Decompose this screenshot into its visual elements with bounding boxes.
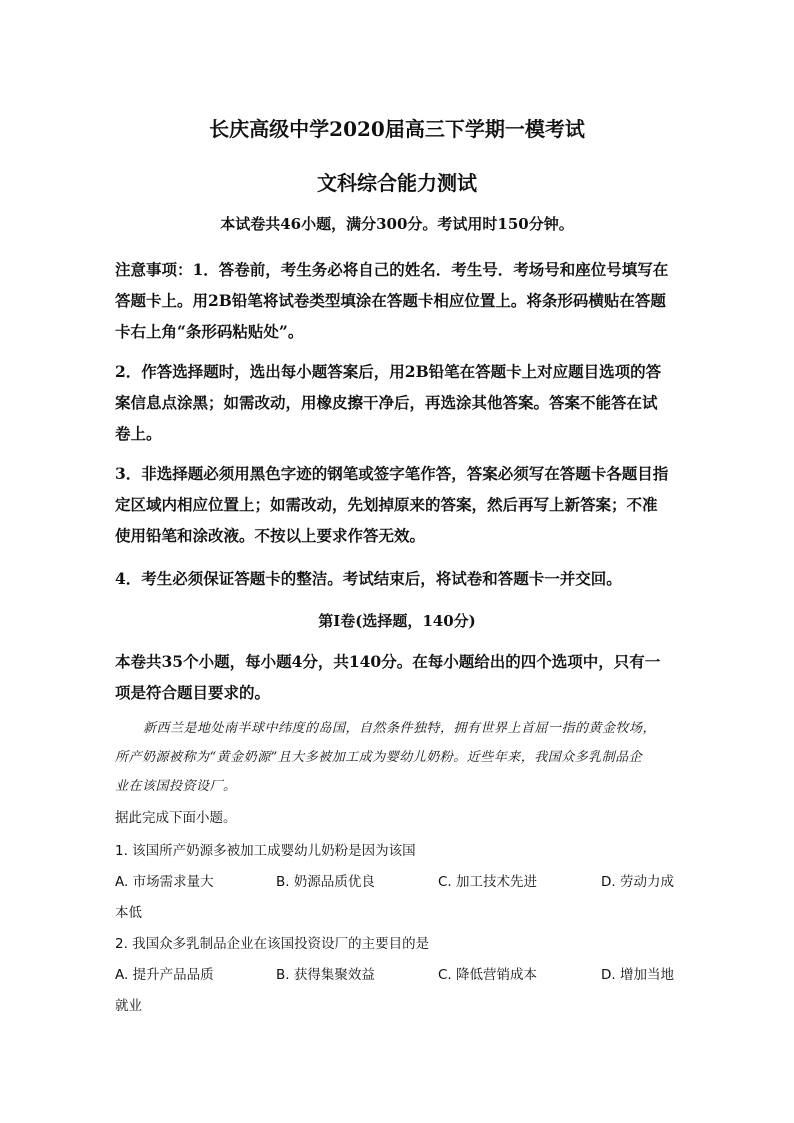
passage-instruction: 据此完成下面小题。 bbox=[115, 810, 237, 826]
option-c: C. 降低营销成本 bbox=[438, 967, 538, 983]
exam-title: 长庆高级中学2020届高三下学期一模考试 bbox=[209, 117, 585, 141]
exam-subtitle: 文科综合能力测试 bbox=[317, 171, 477, 195]
option-c: C. 加工技术先进 bbox=[438, 874, 538, 890]
notice-line: 使用铅笔和涂改液。不按以上要求作答无效。 bbox=[115, 526, 426, 545]
notice-line: 注意事项：1．答卷前，考生务必将自己的姓名．考生号．考场号和座位号填写在 bbox=[115, 260, 669, 279]
passage-line: 所产奶源被称为“黄金奶源”且大多被加工成为婴幼儿奶粉。近些年来，我国众多乳制品企 bbox=[115, 750, 643, 765]
passage-line: 业在该国投资设厂。 bbox=[115, 779, 237, 794]
intro-line: 本卷共35个小题，每小题4分，共140分。在每小题给出的四个选项中，只有一 bbox=[115, 652, 661, 671]
notice-line: 2．作答选择题时，选出每小题答案后，用2B铅笔在答题卡上对应题目选项的答 bbox=[115, 362, 662, 381]
option-d: D. 劳动力成 bbox=[601, 874, 674, 890]
exam-summary: 本试卷共46小题，满分300分。考试用时150分钟。 bbox=[220, 215, 574, 233]
option-wrap: 就业 bbox=[115, 998, 142, 1014]
section-heading: 第Ⅰ卷(选择题，140分) bbox=[318, 612, 476, 630]
option-d: D. 增加当地 bbox=[601, 967, 674, 983]
notice-line: 定区域内相应位置上；如需改动，先划掉原来的答案，然后再写上新答案；不准 bbox=[115, 495, 658, 514]
option-a: A. 提升产品品质 bbox=[115, 967, 214, 983]
notice-line: 答题卡上。用2B铅笔将试卷类型填涂在答题卡相应位置上。将条形码横贴在答题 bbox=[115, 291, 666, 310]
notice-line: 卷上。 bbox=[115, 424, 162, 443]
option-b: B. 获得集聚效益 bbox=[276, 967, 375, 983]
option-a: A. 市场需求量大 bbox=[115, 874, 214, 890]
notice-line: 案信息点涂黑；如需改动，用橡皮擦干净后，再选涂其他答案。答案不能答在试 bbox=[115, 393, 658, 412]
passage-line: 新西兰是地处南半球中纬度的岛国，自然条件独特，拥有世界上首屈一指的黄金牧场， bbox=[143, 721, 657, 736]
question-stem: 2. 我国众多乳制品企业在该国投资设厂的主要目的是 bbox=[115, 936, 430, 952]
notice-line: 4．考生必须保证答题卡的整洁。考试结束后，将试卷和答题卡一并交回。 bbox=[115, 569, 622, 588]
option-b: B. 奶源品质优良 bbox=[276, 874, 375, 890]
option-wrap: 本低 bbox=[115, 905, 142, 921]
intro-line: 项是符合题目要求的。 bbox=[115, 683, 271, 702]
notice-line: 卡右上角“条形码粘贴处”。 bbox=[115, 322, 304, 341]
notice-line: 3．非选择题必须用黑色字迹的钢笔或签字笔作答，答案必须写在答题卡各题目指 bbox=[115, 464, 669, 483]
question-stem: 1. 该国所产奶源多被加工成婴幼儿奶粉是因为该国 bbox=[115, 843, 416, 859]
